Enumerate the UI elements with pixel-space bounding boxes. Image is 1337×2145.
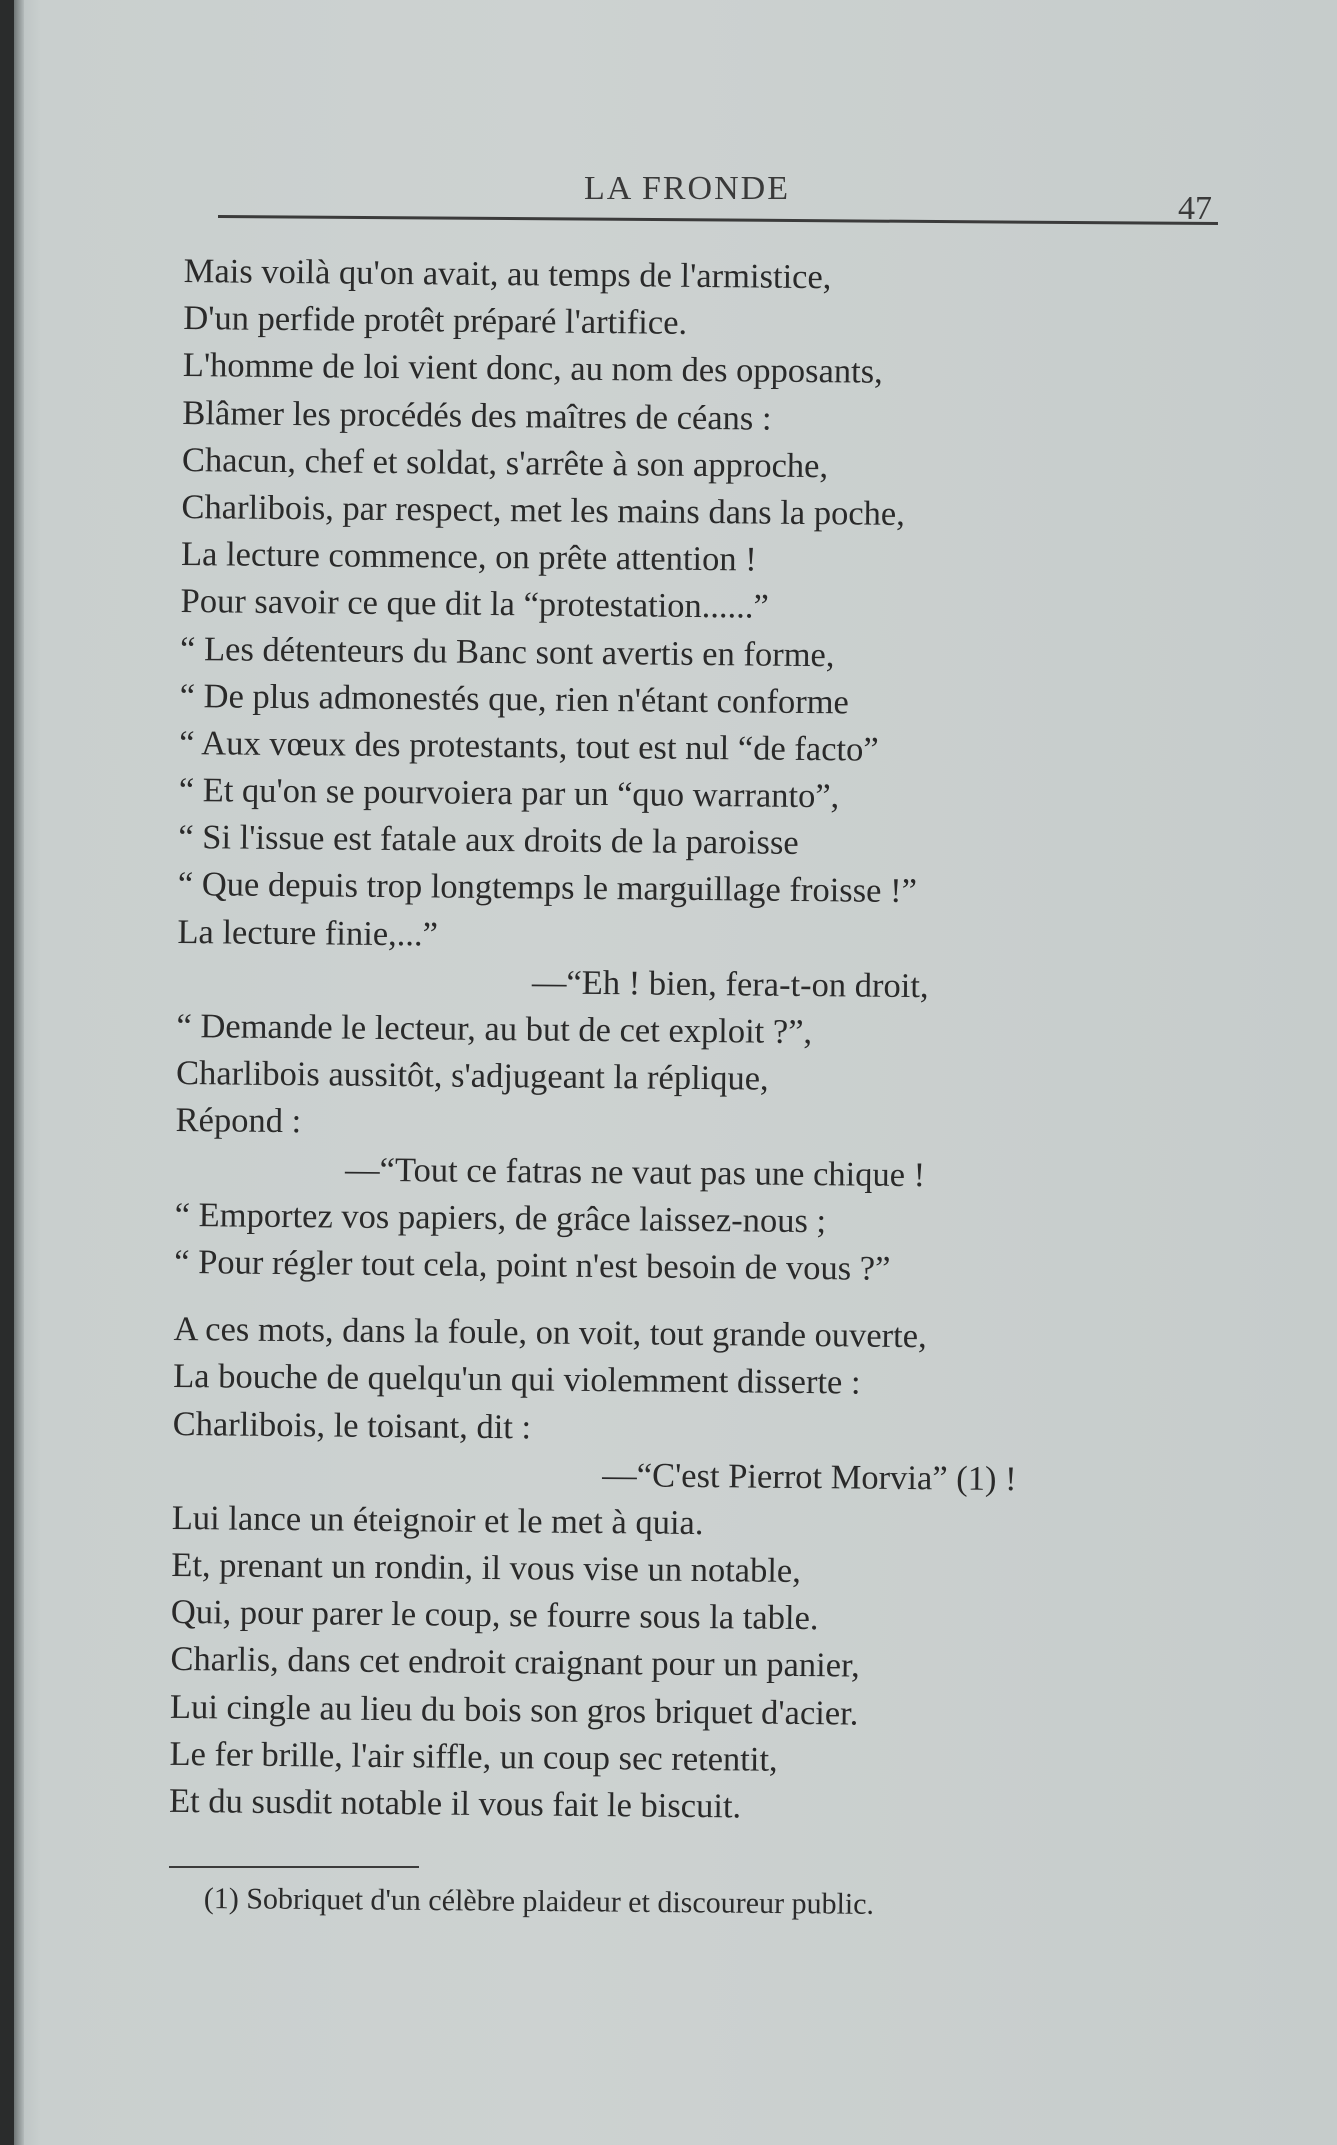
verse-line: Blâmer les procédés des maîtres de céans : (182, 393, 772, 438)
verse-line: Chacun, chef et soldat, s'arrête à son approche, (181, 440, 829, 485)
verse-line: A ces mots, dans la foule, on voit, tout grande ouverte, (173, 1310, 927, 1356)
book-page (14, 0, 1337, 2145)
verse-line: La lecture commence, on prête attention ! (180, 535, 757, 579)
verse-line: La bouche de quelqu'un qui violemment disserte : (172, 1357, 861, 1402)
verse-line: Charlibois aussitôt, s'adjugeant la réplique, (175, 1054, 769, 1098)
footnote: (1) Sobriquet d'un célèbre plaideur et discoureur public. (203, 1882, 875, 1921)
verse-line: Charlis, dans cet endroit craignant pour un panier, (170, 1640, 860, 1685)
verse-line: Et du susdit notable il vous fait le biscuit. (168, 1781, 742, 1826)
verse-line-indented: —“Tout ce fatras ne vaut pas une chique ! (344, 1150, 926, 1194)
header-rule (218, 215, 1218, 225)
verse-line: La lecture finie,...” (177, 912, 439, 954)
verse-line: Le fer brille, l'air siffle, un coup sec retentit, (169, 1734, 778, 1779)
verse-line: “ De plus admonestés que, rien n'étant conforme (179, 676, 850, 722)
verse-line: “ Emportez vos papiers, de grâce laissez-nous ; (174, 1195, 827, 1240)
verse-line: Pour savoir ce que dit la “protestation......” (180, 582, 770, 626)
page-spine-edge (14, 0, 24, 2145)
verse-line: Lui lance un éteignoir et le met à quia. (171, 1498, 704, 1542)
verse-line: Charlibois, le toisant, dit : (172, 1404, 532, 1446)
verse-line: D'un perfide protêt préparé l'artifice. (183, 299, 688, 343)
verse-line: “ Aux vœux des protestants, tout est nul “de facto” (179, 723, 879, 769)
verse-line: “ Que depuis trop longtemps le marguillage froisse !” (177, 865, 918, 911)
verse-line-indented: —“C'est Pierrot Morvia” (1) ! (602, 1455, 1017, 1498)
poem-text (169, 248, 1219, 1835)
verse-line: “ Pour régler tout cela, point n'est besoin de vous ?” (174, 1242, 891, 1288)
running-title: LA FRONDE (584, 170, 790, 207)
page-number: 47 (1178, 190, 1212, 227)
verse-line: Répond : (175, 1101, 302, 1141)
verse-line: Et, prenant un rondin, il vous vise un notable, (171, 1546, 802, 1591)
verse-line: Qui, pour parer le coup, se fourre sous la table. (170, 1593, 819, 1638)
verse-line: Lui cingle au lieu du bois son gros briquet d'acier. (169, 1687, 859, 1733)
verse-line: “ Si l'issue est fatale aux droits de la paroisse (178, 818, 799, 863)
footnote-rule (169, 1866, 419, 1868)
verse-line-indented: —“Eh ! bien, fera-t-on droit, (531, 963, 929, 1005)
verse-line: “ Les détenteurs du Banc sont avertis en forme, (179, 629, 835, 674)
verse-line: “ Et qu'on se pourvoiera par un “quo warranto”, (178, 771, 840, 816)
verse-line: Charlibois, par respect, met les mains dans la poche, (181, 487, 906, 533)
verse-line: “ Demande le lecteur, au but de cet exploit ?”, (176, 1006, 813, 1052)
verse-line: L'homme de loi vient donc, au nom des opposants, (182, 346, 883, 392)
verse-line: Mais voilà qu'on avait, au temps de l'armistice, (183, 251, 832, 297)
